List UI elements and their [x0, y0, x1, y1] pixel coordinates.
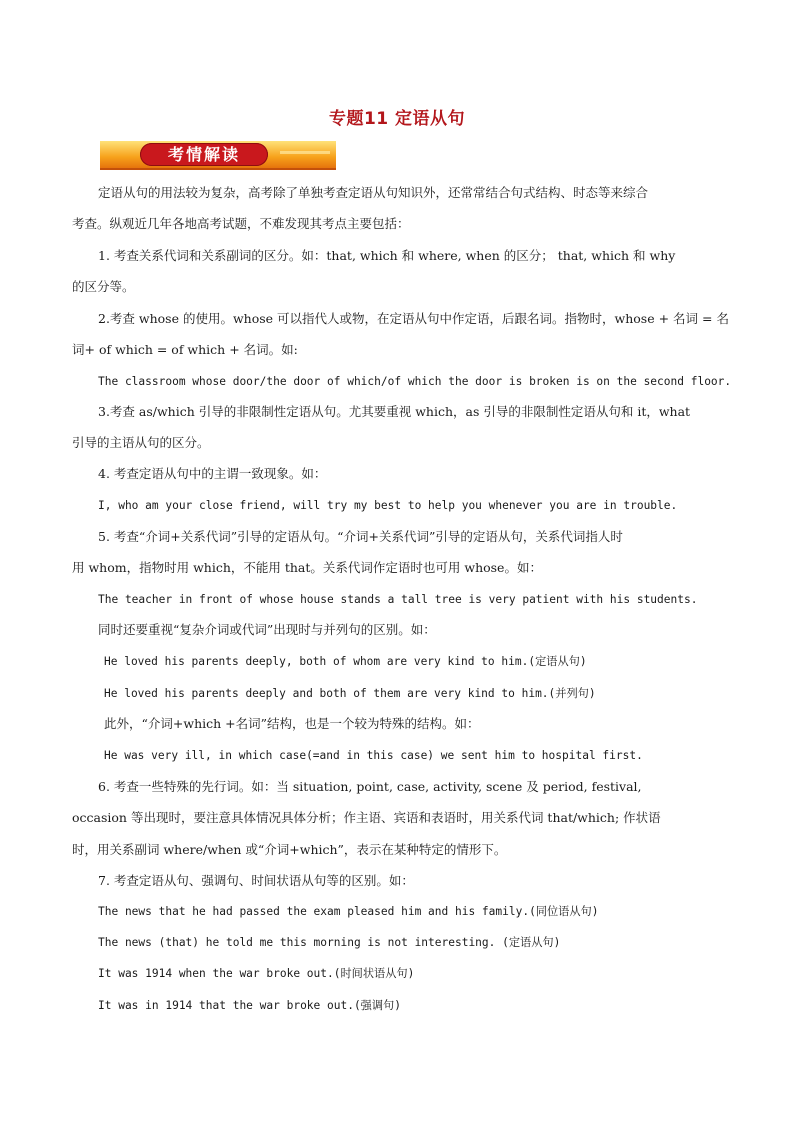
section-banner [100, 141, 336, 170]
paragraph-line: 用 whom，指物时用 which，不能用 that。关系代词作定语时也可用 whose。如： [72, 560, 542, 575]
paragraph-line: 时，用关系副词 where/when 或“介词+which”，表示在某种特定的情形下。 [72, 842, 507, 857]
banner-stripe-decoration [280, 151, 330, 154]
example-sentence: He was very ill, in which case(=and in this case) we sent him to hospital first. [104, 749, 643, 762]
example-sentence: He loved his parents deeply and both of them are very kind to him.(并列句) [104, 687, 596, 700]
example-sentence: It was in 1914 that the war broke out.(强调句) [98, 999, 401, 1012]
example-sentence: I, who am your close friend, will try my best to help you whenever you are in trouble. [98, 499, 678, 512]
example-sentence: The news that he had passed the exam pleased him and his family.(同位语从句) [98, 905, 599, 918]
paragraph-line: 1. 考查关系代词和关系副词的区分。如：that, which 和 where, when 的区分； that, which 和 why [98, 248, 676, 263]
paragraph-line: 的区分等。 [72, 279, 135, 294]
example-sentence: The classroom whose door/the door of which/of which the door is broken is on the second floor. [98, 375, 732, 388]
example-sentence: The news (that) he told me this morning is not interesting. (定语从句) [98, 936, 561, 949]
paragraph-line: 2.考查 whose 的使用。whose 可以指代人或物，在定语从句中作定语，后跟名词。指物时，whose + 名词 = 名 [98, 311, 729, 326]
paragraph-line: 6. 考查一些特殊的先行词。如：当 situation, point, case, activity, scene 及 period, festival, [98, 779, 642, 794]
example-sentence: He loved his parents deeply, both of whom are very kind to him.(定语从句) [104, 655, 587, 668]
example-sentence: The teacher in front of whose house stands a tall tree is very patient with his students. [98, 593, 698, 606]
paragraph-line: 考查。纵观近几年各地高考试题，不难发现其考点主要包括： [72, 216, 410, 231]
paragraph-line: occasion 等出现时，要注意具体情况具体分析；作主语、宾语和表语时，用关系代词 that/which; 作状语 [72, 810, 661, 825]
page-title: 专题11 定语从句 [328, 109, 466, 129]
paragraph-line: 7. 考查定语从句、强调句、时间状语从句等的区别。如： [98, 873, 414, 888]
banner-badge [140, 143, 268, 166]
banner-label: 考情解读 [167, 145, 240, 164]
paragraph-line: 同时还要重视“复杂介词或代词”出现时与并列句的区别。如： [98, 622, 436, 637]
paragraph-line: 5. 考查“介词+关系代词”引导的定语从句。“介词+关系代词”引导的定语从句，关系代词指人时 [98, 529, 623, 544]
paragraph-line: 3.考查 as/which 引导的非限制性定语从句。尤其要重视 which，as 引导的非限制性定语从句和 it，what [98, 404, 691, 419]
paragraph-line: 4. 考查定语从句中的主谓一致现象。如： [98, 466, 327, 481]
paragraph-line: 引导的主语从句的区分。 [72, 435, 210, 450]
paragraph-line: 此外，“介词+which +名词”结构，也是一个较为特殊的结构。如： [104, 716, 480, 731]
paragraph-line: 定语从句的用法较为复杂，高考除了单独考查定语从句知识外，还常常结合句式结构、时态等来综合 [98, 185, 649, 200]
example-sentence: It was 1914 when the war broke out.(时间状语从句) [98, 967, 415, 980]
paragraph-line: 词+ of which = of which + 名词。如: [72, 342, 298, 357]
